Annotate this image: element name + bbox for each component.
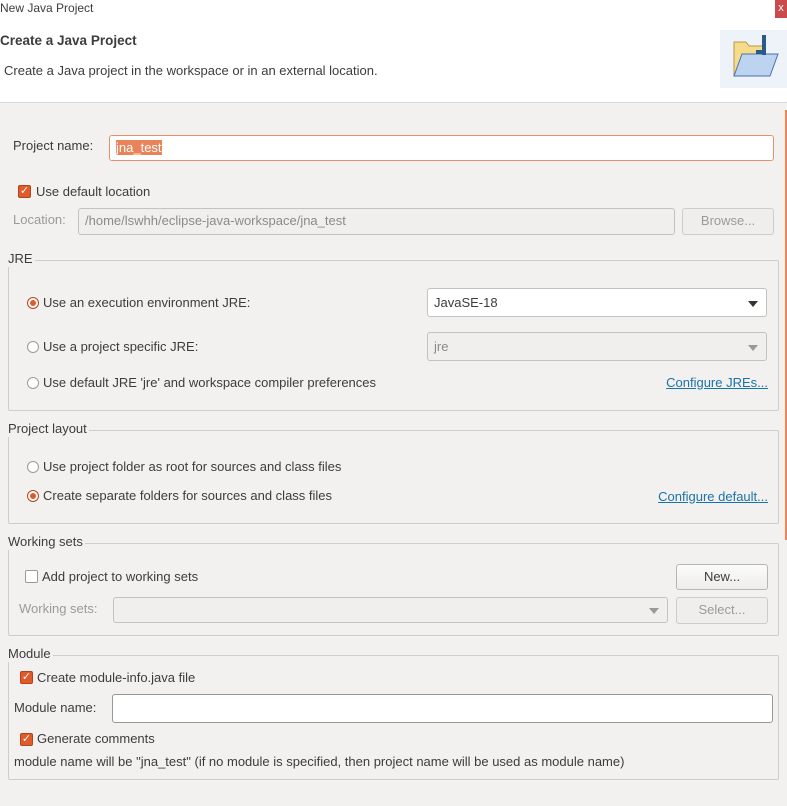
module-name-input[interactable] [112, 694, 773, 723]
module-name-info: module name will be "jna_test" (if no module is specified, then project name will be used as module name) [14, 754, 625, 769]
generate-comments-label: Generate comments [37, 731, 155, 746]
location-label: Location: [13, 212, 66, 227]
configure-jres-link[interactable]: Configure JREs... [666, 375, 768, 390]
window-title: New Java Project [0, 1, 94, 15]
browse-button[interactable]: Browse... [682, 208, 774, 235]
dialog-header [0, 0, 787, 103]
use-default-location-label: Use default location [36, 184, 151, 199]
module-group-label: Module [8, 646, 51, 661]
add-to-working-sets-checkbox[interactable] [25, 570, 38, 583]
layout-root-label: Use project folder as root for sources and class files [43, 459, 342, 474]
jre-default-label: Use default JRE 'jre' and workspace compiler preferences [43, 375, 377, 390]
generate-comments-checkbox[interactable]: ✓ [21, 733, 32, 745]
jre-env-label: Use an execution environment JRE: [43, 295, 251, 310]
page-description: Create a Java project in the workspace or in an external location. [4, 63, 378, 78]
location-input[interactable]: /home/lswhh/eclipse-java-workspace/jna_test [78, 208, 675, 235]
chevron-down-icon [748, 345, 758, 351]
jre-default-radio[interactable] [27, 377, 39, 389]
chevron-down-icon [649, 608, 659, 614]
layout-separate-label: Create separate folders for sources and class files [43, 488, 333, 503]
create-module-info-checkbox[interactable]: ✓ [21, 671, 32, 683]
add-to-working-sets-label: Add project to working sets [42, 569, 199, 584]
select-working-sets-button[interactable]: Select... [676, 597, 768, 624]
project-name-input[interactable] [109, 135, 774, 161]
working-sets-label: Working sets: [19, 601, 98, 616]
project-name-label: Project name: [13, 138, 94, 153]
jre-specific-value: jre [434, 339, 449, 354]
configure-default-link[interactable]: Configure default... [658, 489, 768, 504]
create-module-info-label: Create module-info.java file [37, 670, 196, 685]
new-java-project-folder-icon [720, 30, 787, 88]
jre-specific-radio[interactable] [27, 341, 39, 353]
jre-group-label: JRE [8, 251, 33, 266]
jre-env-radio[interactable] [27, 297, 39, 309]
module-name-label: Module name: [14, 700, 97, 715]
use-default-location-checkbox[interactable]: ✓ [19, 185, 30, 197]
working-sets-group-label: Working sets [8, 534, 83, 549]
new-working-set-button[interactable]: New... [676, 564, 768, 590]
jre-specific-label: Use a project specific JRE: [43, 339, 199, 354]
jre-env-select[interactable] [427, 288, 767, 317]
chevron-down-icon [748, 301, 758, 307]
page-title: Create a Java Project [0, 33, 137, 48]
jre-specific-select[interactable] [427, 332, 767, 361]
close-button[interactable]: x [775, 0, 787, 18]
project-layout-group [8, 430, 779, 524]
project-layout-group-label: Project layout [8, 421, 87, 436]
layout-root-radio[interactable] [27, 461, 39, 473]
layout-separate-radio[interactable] [27, 490, 39, 502]
jre-env-value: JavaSE-18 [434, 295, 498, 310]
project-name-value: jna_test [116, 140, 162, 155]
working-sets-combo[interactable] [113, 597, 668, 623]
